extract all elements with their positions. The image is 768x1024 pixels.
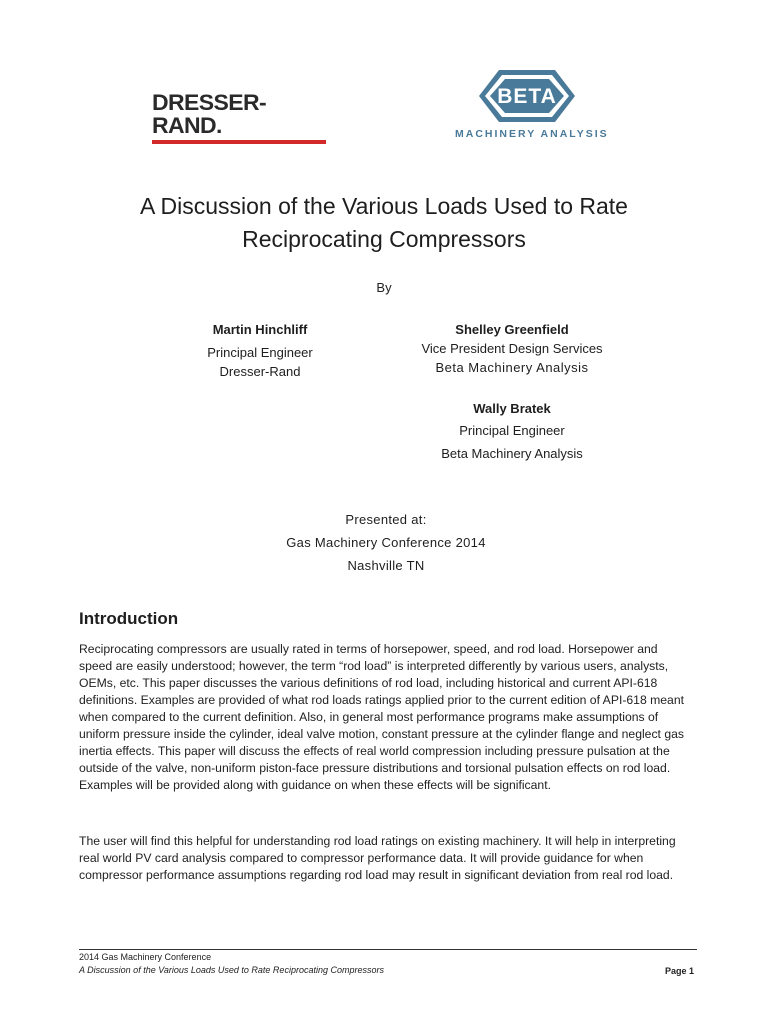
author-org: Dresser-Rand bbox=[219, 364, 301, 379]
dresser-rand-logo bbox=[152, 90, 330, 144]
dresser-rand-logo-text: DRESSER-RAND. bbox=[152, 90, 267, 138]
presented-label: Presented at: bbox=[345, 512, 427, 527]
author-name: Martin Hinchliff bbox=[212, 322, 308, 337]
author-org: Beta Machinery Analysis bbox=[435, 360, 589, 375]
presented-at-block bbox=[0, 508, 768, 577]
footer-document-title: A Discussion of the Various Loads Used to Rate Reciprocating Compressors bbox=[79, 965, 384, 975]
author-role: Principal Engineer bbox=[459, 423, 565, 438]
author-org: Beta Machinery Analysis bbox=[441, 446, 583, 461]
author-block-1 bbox=[160, 322, 360, 381]
author-name: Shelley Greenfield bbox=[455, 322, 569, 337]
paper-title bbox=[84, 190, 684, 256]
beta-logo-text: BETA bbox=[497, 85, 557, 108]
conference-name: Gas Machinery Conference 2014 bbox=[286, 535, 486, 550]
author-block-3 bbox=[392, 401, 632, 463]
conference-location: Nashville TN bbox=[347, 558, 425, 573]
dresser-rand-logo-underline bbox=[152, 140, 326, 144]
beta-logo-subtitle: MACHINERY ANALYSIS bbox=[455, 128, 609, 140]
byline: By bbox=[376, 280, 392, 295]
introduction-heading: Introduction bbox=[79, 609, 179, 628]
author-role: Vice President Design Services bbox=[421, 341, 603, 356]
author-role: Principal Engineer bbox=[207, 345, 313, 360]
introduction-paragraph-2: The user will find this helpful for understanding rod load ratings on existing machinery. It will help in interpreting real world PV card analysis compared to compressor performance data. It will provide guidance for when compressor performance assumptions regarding rod load may result in significant deviation from real rod load. bbox=[79, 834, 676, 882]
footer-divider bbox=[79, 949, 697, 950]
introduction-paragraph-1: Reciprocating compressors are usually rated in terms of horsepower, speed, and rod load. Horsepower and speed are easily understood; however, the term “rod load” is interpreted differently by various users, analysts, OEMs, etc. This paper discusses the various definitions of rod load, including historical and current API-618 definitions. Examples are provided of what rod loads ratings applied prior to the current edition of API-618 meant when compared to the current definition. Also, in general most performance programs make assumptions of uniform pressure inside the cylinder, ideal valve motion, constant pressure at the cylinder flange and neglect gas inertia effects. This paper will discuss the effects of real world compression including pressure pulsation at the outside of the valve, non-uniform piston-face pressure distributions and torsional pulsation effects on rod load. Examples will be provided along with guidance on when these effects will be significant. bbox=[79, 642, 684, 792]
footer-conference: 2014 Gas Machinery Conference bbox=[79, 952, 212, 962]
paper-title-line-1: A Discussion of the Various Loads Used to Rate bbox=[140, 193, 628, 219]
paper-title-line-2: Reciprocating Compressors bbox=[242, 226, 526, 252]
author-block-2 bbox=[392, 322, 632, 377]
author-name: Wally Bratek bbox=[473, 401, 551, 416]
footer-page-number: Page 1 bbox=[664, 966, 694, 976]
beta-hexagon-icon bbox=[477, 68, 577, 124]
